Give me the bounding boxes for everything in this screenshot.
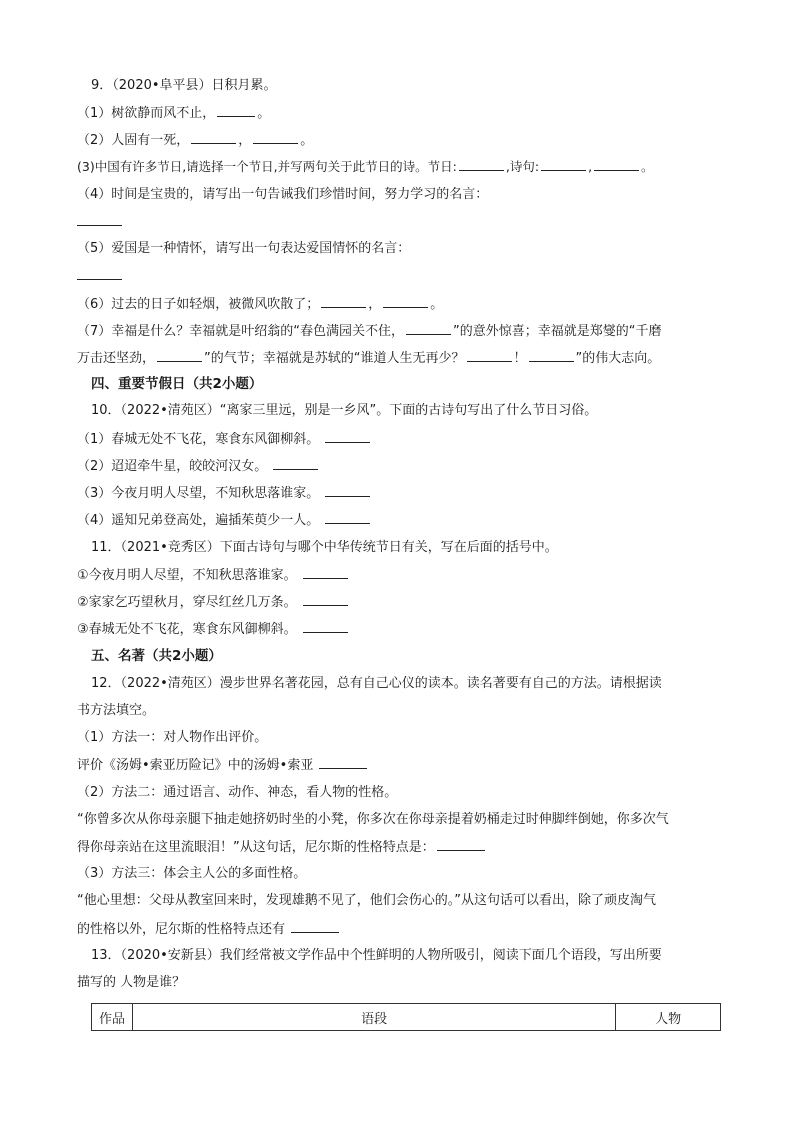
answer-blank[interactable] xyxy=(541,158,586,171)
answer-blank[interactable] xyxy=(321,295,366,308)
answer-blank[interactable] xyxy=(325,430,370,443)
q9-title: 9．（2020•阜平县）日积月累。 xyxy=(91,78,277,93)
q12-method-1-question: 评价《汤姆•索亚历险记》中的汤姆•索亚 xyxy=(77,756,369,775)
q12-method-2-quote-line1: “你曾多次从你母亲腿下抽走她挤奶时坐的小凳，你多次在你母亲提着奶桶走过时伸脚绊倒她，你多次气 xyxy=(77,812,669,827)
q9-item-7-line2: 万击还坚劲， ”的气节；幸福就是苏轼的“谁道人生无再少？ ！ ”的伟大志向。 xyxy=(77,351,661,366)
q12-method-3: （3）方法三：体会主人公的多面性格。 xyxy=(77,866,307,881)
answer-blank[interactable] xyxy=(291,920,339,933)
answer-blank[interactable] xyxy=(325,511,370,524)
q11-title: 11．（2021•竞秀区）下面古诗句与哪个中华传统节日有关，写在后面的括号中。 xyxy=(91,540,558,555)
answer-blank[interactable] xyxy=(77,267,122,280)
answer-blank[interactable] xyxy=(253,131,298,144)
answer-blank[interactable] xyxy=(319,756,367,769)
answer-blank[interactable] xyxy=(157,349,202,362)
answer-blank[interactable] xyxy=(303,620,348,633)
q11-item-2: ②家家乞巧望秋月，穿尽红丝几万条。 xyxy=(77,593,350,612)
table-header-passage: 语段 xyxy=(132,1004,615,1031)
answer-blank[interactable] xyxy=(467,349,512,362)
answer-blank[interactable] xyxy=(303,593,348,606)
answer-blank[interactable] xyxy=(437,838,485,851)
q9-item-4-answer xyxy=(77,213,124,232)
q12-method-2-quote-line2: 得你母亲站在这里流眼泪！”从这句话，尼尔斯的性格特点是： xyxy=(77,838,487,857)
table-header-work: 作品 xyxy=(92,1004,133,1031)
q13-title-line1: 13．（2020•安新县）我们经常被文学作品中个性鲜明的人物所吸引，阅读下面几个语段，写出所要 xyxy=(91,948,662,963)
answer-blank[interactable] xyxy=(217,104,255,117)
q9-item-4: （4）时间是宝贵的，请写出一句告诫我们珍惜时间，努力学习的名言： xyxy=(77,187,489,202)
q12-title-line2: 书方法填空。 xyxy=(77,703,156,718)
section-heading: 五、名著（共2小题） xyxy=(91,648,222,664)
q9-item-6: （6）过去的日子如轻烟，被微风吹散了； ， 。 xyxy=(77,297,444,312)
answer-blank[interactable] xyxy=(303,566,348,579)
table-header-character: 人物 xyxy=(616,1004,721,1031)
q11-item-3: ③春城无处不飞花，寒食东风御柳斜。 xyxy=(77,620,350,639)
q10-item-1: （1）春城无处不飞花，寒食东风御柳斜。 xyxy=(77,430,372,449)
q12-title-line1: 12．（2022•清苑区）漫步世界名著花园，总有自己心仪的读本。读名著要有自己的方法。请根据读 xyxy=(91,676,662,691)
q11-item-1: ①今夜月明人尽望，不知秋思落谁家。 xyxy=(77,566,350,585)
q13-title-line2: 描写的 人物是谁？ xyxy=(77,975,186,990)
answer-blank[interactable] xyxy=(77,213,122,226)
q12-method-2: （2）方法二：通过语言、动作、神态，看人物的性格。 xyxy=(77,785,398,800)
q13-table xyxy=(91,1003,721,1031)
q9-item-3: (3)中国有许多节日,请选择一个节日,并写两句关于此节日的诗。节日: ,诗句: , 。 xyxy=(77,159,654,174)
answer-blank[interactable] xyxy=(406,322,451,335)
answer-blank[interactable] xyxy=(191,131,236,144)
q9-item-1: （1）树欲静而风不止， 。 xyxy=(77,106,271,121)
q9-item-5-answer xyxy=(77,267,124,286)
answer-blank[interactable] xyxy=(273,457,318,470)
q10-item-2: （2）迢迢牵牛星，皎皎河汉女。 xyxy=(77,457,320,476)
q9-item-2: （2）人固有一死， ， 。 xyxy=(77,133,314,148)
q10-item-3: （3）今夜月明人尽望，不知秋思落谁家。 xyxy=(77,484,372,503)
q9-item-5: （5）爱国是一种情怀，请写出一句表达爱国情怀的名言： xyxy=(77,241,411,256)
q10-item-4: （4）遥知兄弟登高处，遍插茱萸少一人。 xyxy=(77,511,372,530)
answer-blank[interactable] xyxy=(459,158,504,171)
q12-method-1: （1）方法一：对人物作出评价。 xyxy=(77,730,268,745)
answer-blank[interactable] xyxy=(325,484,370,497)
answer-blank[interactable] xyxy=(383,295,428,308)
q12-method-3-quote-line1: “他心里想：父母从教室回来时，发现雄鹅不见了，他们会伤心的。”从这句话可以看出，除了顽皮淘气 xyxy=(77,893,656,908)
q10-title: 10．（2022•清苑区）“离家三里远，别是一乡风”。下面的古诗句写出了什么节日习俗。 xyxy=(91,403,598,418)
answer-blank[interactable] xyxy=(529,349,574,362)
q12-method-3-quote-line2: 的性格以外，尼尔斯的性格特点还有 xyxy=(77,920,341,939)
answer-blank[interactable] xyxy=(594,158,639,171)
section-heading: 四、重要节假日（共2小题） xyxy=(91,376,263,392)
q9-item-7-line1: （7）幸福是什么？幸福就是叶绍翁的“春色满园关不住， ”的意外惊喜；幸福就是郑燮的“千磨 xyxy=(77,324,662,339)
table-header-row xyxy=(92,1004,721,1031)
